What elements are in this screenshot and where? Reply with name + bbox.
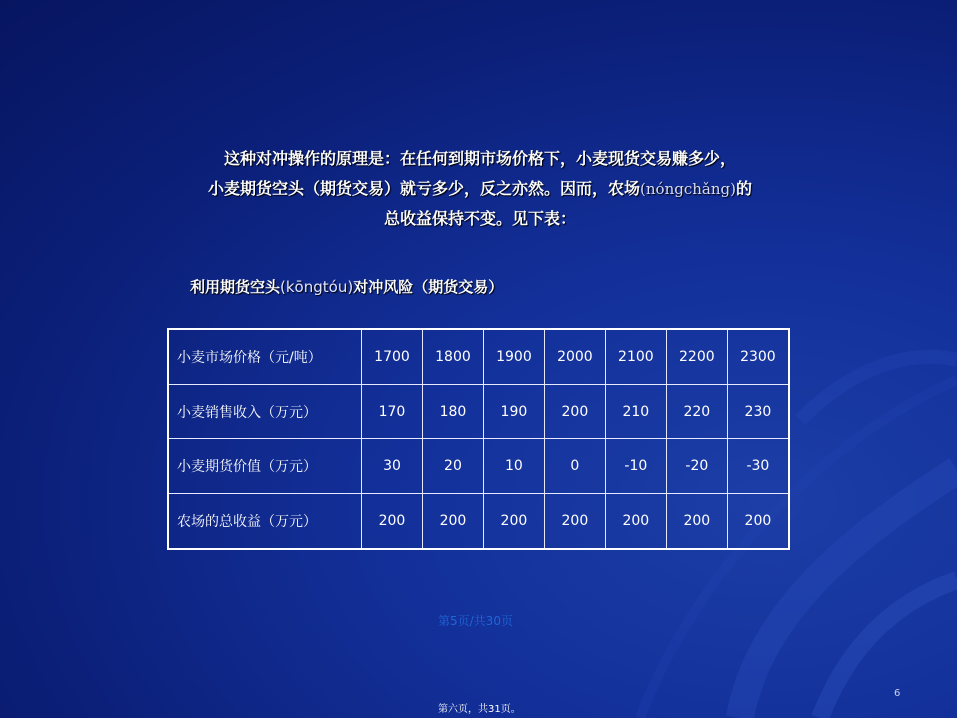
table-title	[190, 276, 503, 297]
page-reference: 第5页/共30页	[438, 614, 513, 628]
intro-line-2	[160, 174, 800, 204]
table-cell: 170	[362, 385, 423, 439]
table-cell: 190	[483, 385, 544, 439]
table-cell: 2100	[605, 329, 666, 385]
table-cell: -30	[727, 439, 789, 493]
table-cell: 10	[483, 439, 544, 493]
table-cell: 0	[544, 439, 605, 493]
table-title-pinyin: (kōngtóu)	[280, 278, 354, 296]
row-label: 小麦市场价格（元/吨）	[168, 329, 362, 385]
intro-pinyin: (nóngchǎng)	[640, 180, 736, 198]
table-cell: 1900	[483, 329, 544, 385]
intro-line-3: 总收益保持不变。见下表：	[383, 209, 576, 228]
table-cell: 200	[544, 493, 605, 549]
table-cell: 200	[727, 493, 789, 549]
table-cell: 220	[666, 385, 727, 439]
table-cell: 1700	[362, 329, 423, 385]
slide-number: 6	[894, 688, 901, 699]
table-cell: 2300	[727, 329, 789, 385]
table-cell: 20	[422, 439, 483, 493]
table-cell: 30	[362, 439, 423, 493]
table-cell: 180	[422, 385, 483, 439]
table-cell: 200	[544, 385, 605, 439]
table-cell: 210	[605, 385, 666, 439]
table-row	[168, 493, 789, 549]
table-cell: 2000	[544, 329, 605, 385]
intro-line-2-text: 小麦期货空头（期货交易）就亏多少，反之亦然。因而，农场	[208, 179, 641, 198]
table-cell: 200	[362, 493, 423, 549]
table-row	[168, 385, 789, 439]
table-cell: 200	[422, 493, 483, 549]
hedging-table	[167, 328, 790, 550]
table-title-part-1: 利用期货空头	[190, 278, 281, 296]
table-row	[168, 439, 789, 493]
intro-line-1: 这种对冲操作的原理是：在任何到期市场价格下，小麦现货交易赚多少，	[223, 149, 736, 168]
table-cell: 1800	[422, 329, 483, 385]
table-cell: 2200	[666, 329, 727, 385]
table-cell: 200	[605, 493, 666, 549]
footer-page-count: 第六页，共31页。	[438, 704, 521, 715]
table-cell: 230	[727, 385, 789, 439]
table-cell: 200	[483, 493, 544, 549]
row-label: 小麦期货价值（万元）	[168, 439, 362, 493]
row-label: 小麦销售收入（万元）	[168, 385, 362, 439]
row-label: 农场的总收益（万元）	[168, 493, 362, 549]
table-cell: -20	[666, 439, 727, 493]
table-cell: 200	[666, 493, 727, 549]
table-row	[168, 329, 789, 385]
intro-line-2-end: 的	[735, 179, 752, 198]
table-cell: -10	[605, 439, 666, 493]
table-title-part-2: 对冲风险（期货交易）	[353, 278, 504, 296]
